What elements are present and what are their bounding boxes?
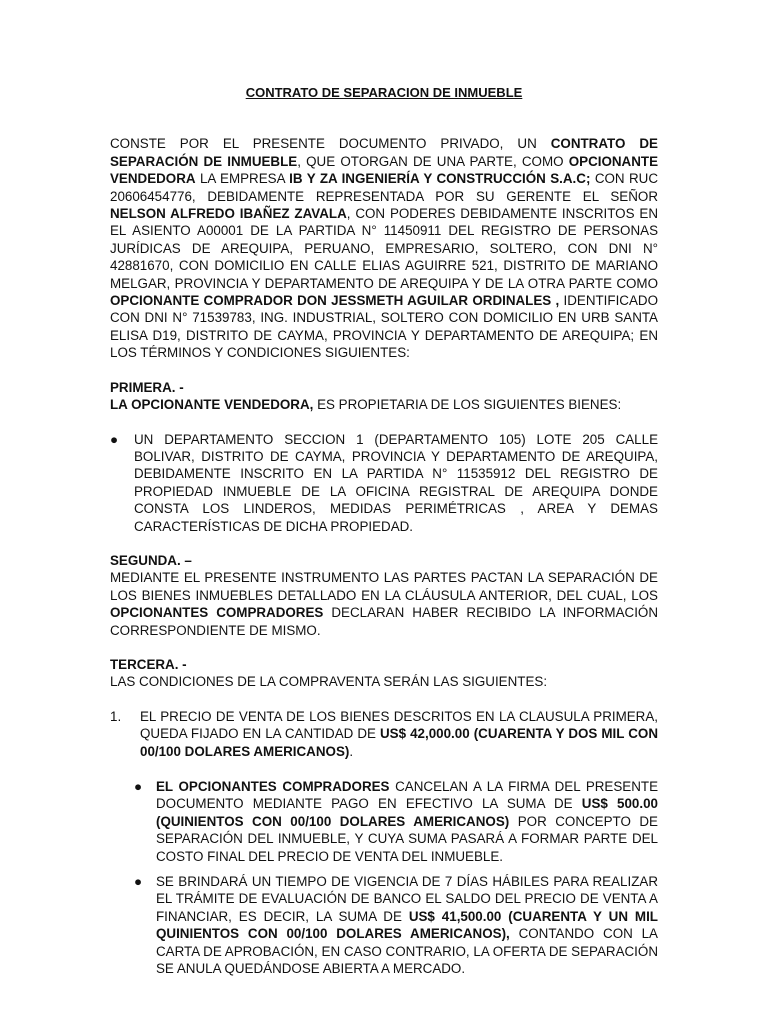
text-run: , QUE OTORGAN DE UNA PARTE, COMO — [297, 153, 569, 169]
bold-run: LA OPCIONANTE VENDEDORA, — [110, 397, 314, 413]
payment-conditions — [110, 778, 658, 977]
bold-run: US$ 41,500.00 (CUARENTA Y UN MIL QUINIENTOS CON 00/100 DOLARES AMERICANOS), — [156, 908, 658, 942]
text-run: CON RUC 20606454776, DEBIDAMENTE REPRESENTADA POR SU GERENTE EL SEÑOR — [110, 171, 658, 204]
clause-primera-line — [110, 396, 658, 413]
bullet-icon: ● — [134, 779, 143, 794]
clause-segunda-heading: SEGUNDA. – — [110, 552, 192, 568]
price-condition — [140, 709, 658, 759]
bold-run: US$ 42,000.00 (CUARENTA Y DOS MIL CON 00/100 DOLARES AMERICANOS) — [140, 726, 658, 759]
list-item — [110, 431, 658, 535]
text-run: CANCELAN A LA FIRMA DEL PRESENTE DOCUMENTO MEDIANTE PAGO EN EFECTIVO LA SUMA DE — [156, 779, 659, 812]
bold-run: OPCIONANTE VENDEDORA — [110, 153, 658, 187]
clause-segunda — [110, 552, 658, 639]
bold-run: CONTRATO DE SEPARACIÓN DE INMUEBLE — [110, 136, 658, 169]
text-run: . — [349, 743, 354, 759]
bold-run: EL OPCIONANTES COMPRADORES — [156, 779, 390, 794]
text-run: POR CONCEPTO DE SEPARACIÓN DEL INMUEBLE, Y CUYA SUMA PASARÁ A FORMAR PARTE DEL COSTO FINAL DEL PRECIO DE VENTA DEL INMUEBLE. — [156, 813, 658, 864]
text-run: , CON PODERES DEBIDAMENTE INSCRITOS EN EL ASIENTO A00001 DE LA PARTIDA N° 11450911 DEL REGISTRO DE PERSONAS JURÍDICAS DE AREQUIPA, PERUANO, EMPRESARIO, SOLTERO, CON DNI N° 42881670, CON DOMICILIO EN CALLE ELIAS AGUIRRE 521, DISTRITO DE MARIANO MELGAR, PROVINCIA Y DEPARTAMENTO DE AREQUIPA Y DE LA OTRA PARTE COMO — [110, 206, 658, 291]
bold-run: US$ 500.00 (QUINIENTOS CON 00/100 DOLARES AMERICANOS) — [156, 796, 658, 829]
clause-primera — [110, 379, 658, 535]
text-run: CONTANDO CON LA CARTA DE APROBACIÓN, EN CASO CONTRARIO, LA OFERTA DE SEPARACIÓN SE ANULA QUEDÁNDOSE ABIERTA A MERCADO. — [156, 926, 658, 977]
conditions-list — [110, 708, 658, 760]
clause-segunda-body — [110, 569, 658, 639]
bullet-icon: ● — [110, 431, 119, 447]
bold-run: OPCIONANTE COMPRADOR DON JESSMETH AGUILAR ORDINALES , — [110, 293, 560, 309]
list-item — [110, 873, 658, 977]
text-run: MEDIANTE EL PRESENTE INSTRUMENTO LAS PARTES PACTAN LA SEPARACIÓN DE LOS BIENES INMUEBLES DETALLADO EN LA CLÁUSULA ANTERIOR, DEL CUAL, LOS — [110, 570, 658, 603]
property-list — [110, 431, 658, 535]
bold-run: IB Y ZA INGENIERÍA Y CONSTRUCCIÓN S.A.C; — [289, 171, 591, 187]
text-run: EL PRECIO DE VENTA DE LOS BIENES DESCRITOS EN LA CLAUSULA PRIMERA, QUEDA FIJADO EN LA CANTIDAD DE — [140, 708, 658, 742]
property-description: UN DEPARTAMENTO SECCION 1 (DEPARTAMENTO 105) LOTE 205 CALLE BOLIVAR, DISTRITO DE CAYMA, PROVINCIA Y DEPARTAMENTO DE AREQUIPA, DEBIDAMENTE INSCRITO EN LA PARTIDA N° 11535912 DEL REGISTRO DE PROPIEDAD INMUEBLE DE LA OFICINA REGISTRAL DE AREQUIPA DONDE CONSTA LOS LINDEROS, MEDIDAS PERIMÉTRICAS , AREA Y DEMAS CARACTERÍSTICAS DE DICHA PROPIEDAD. — [134, 431, 658, 534]
clause-tercera — [110, 656, 658, 978]
bold-run: OPCIONANTES COMPRADORES — [110, 605, 324, 621]
down-payment-condition — [156, 779, 658, 864]
clause-tercera-line: LAS CONDICIONES DE LA COMPRAVENTA SERÁN LAS SIGUIENTES: — [110, 674, 548, 690]
intro-paragraph — [110, 135, 658, 361]
bullet-icon: ● — [134, 874, 143, 890]
financing-condition — [156, 874, 658, 976]
document-title: CONTRATO DE SEPARACION DE INMUEBLE — [245, 85, 523, 100]
bold-run: NELSON ALFREDO IBAÑEZ ZAVALA — [110, 206, 347, 222]
text-run: SE BRINDARÁ UN TIEMPO DE VIGENCIA DE 7 DÍAS HÁBILES PARA REALIZAR EL TRÁMITE DE EVALUACIÓN DE BANCO EL SALDO DEL PRECIO DE VENTA A FINANCIAR, ES DECIR, LA SUMA DE — [156, 874, 658, 924]
text-run: ES PROPIETARIA DE LOS SIGUIENTES BIENES: — [313, 397, 622, 413]
clause-tercera-heading: TERCERA. - — [110, 656, 187, 672]
list-item — [110, 708, 658, 760]
text-run: CONSTE POR EL PRESENTE DOCUMENTO PRIVADO, UN — [110, 136, 551, 152]
clause-primera-heading: PRIMERA. - — [110, 379, 184, 395]
list-item — [110, 778, 658, 865]
text-run: LA EMPRESA — [195, 171, 290, 187]
item-number: 1. — [110, 708, 122, 724]
text-run: DECLARAN HABER RECIBIDO LA INFORMACIÓN CORRESPONDIENTE DE MISMO. — [110, 605, 658, 638]
text-run: IDENTIFICADO CON DNI N° 71539783, ING. INDUSTRIAL, SOLTERO CON DOMICILIO EN URB SANTA ELISA D19, DISTRITO DE CAYMA, PROVINCIA Y DEPARTAMENTO DE AREQUIPA; EN LOS TÉRMINOS Y CONDICIONES SIGUIENTES: — [110, 293, 658, 361]
